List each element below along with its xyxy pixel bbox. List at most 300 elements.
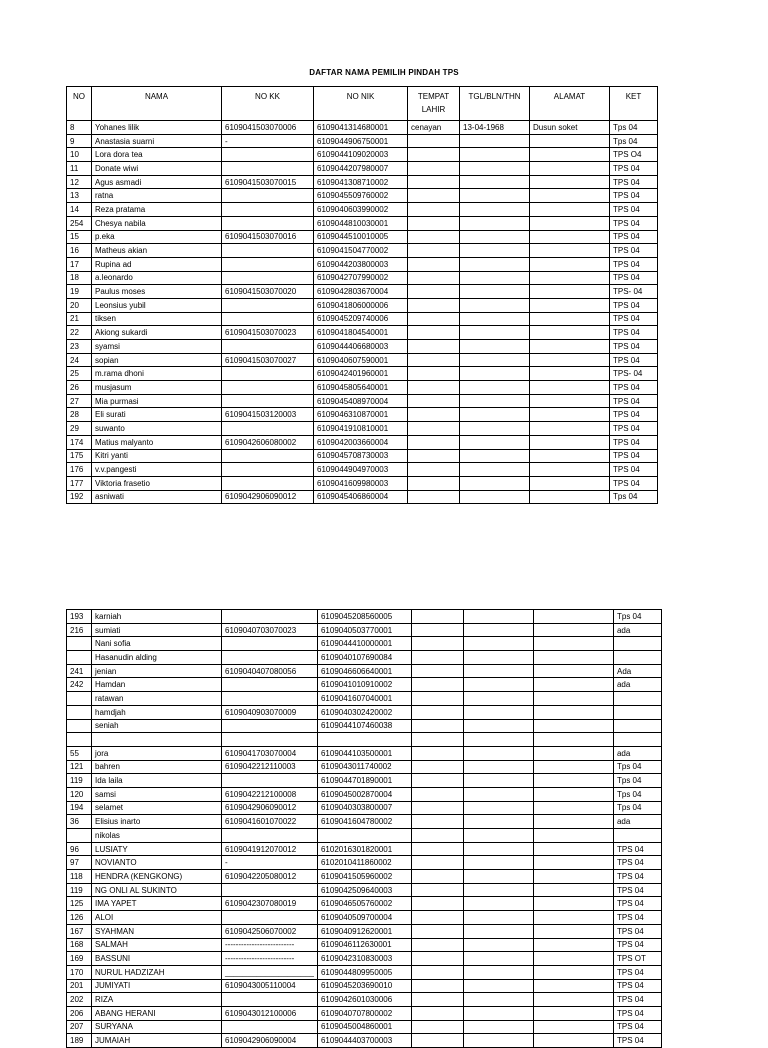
cell-no-kk <box>222 883 318 897</box>
table-row <box>67 340 658 354</box>
cell-alamat <box>530 353 610 367</box>
cell-alamat <box>533 965 613 979</box>
cell-no: 167 <box>67 924 92 938</box>
cell-no-nik: 6109041505960002 <box>317 870 411 884</box>
cell-ket: TPS 04 <box>613 938 661 952</box>
cell-tempat-lahir <box>411 993 463 1007</box>
cell-ket: TPS 04 <box>610 476 658 490</box>
cell-no: 12 <box>67 175 92 189</box>
cell-no-nik: 6109044809950005 <box>317 965 411 979</box>
cell-nama: Yohanes lilik <box>92 121 222 135</box>
cell-no: 216 <box>67 623 92 637</box>
cell-tempat-lahir <box>411 664 463 678</box>
cell-no-nik: 6109044406680003 <box>314 340 408 354</box>
cell-no-kk: 6109040903070009 <box>222 705 318 719</box>
table-row <box>67 760 662 774</box>
cell-alamat <box>530 449 610 463</box>
cell-no-kk: 6109040703070023 <box>222 623 318 637</box>
cell-no-nik: 6109045208560005 <box>317 610 411 624</box>
cell-no-nik: 6109045209740006 <box>314 312 408 326</box>
cell-tempat-lahir <box>408 244 460 258</box>
table-row <box>67 815 662 829</box>
cell-no-nik: 6109041910810001 <box>314 422 408 436</box>
cell-tempat-lahir <box>408 394 460 408</box>
cell-nama: HENDRA (KENGKONG) <box>92 870 222 884</box>
cell-tgl <box>460 394 530 408</box>
cell-alamat <box>533 842 613 856</box>
cell-no-kk: 6109041601070022 <box>222 815 318 829</box>
cell-tgl <box>460 490 530 504</box>
cell-tempat-lahir <box>408 312 460 326</box>
table-row <box>67 883 662 897</box>
cell-alamat <box>533 829 613 843</box>
cell-no: 121 <box>67 760 92 774</box>
cell-no-kk: 6109041503120003 <box>222 408 314 422</box>
cell-nama: Kitri yanti <box>92 449 222 463</box>
cell-no-kk: 6109041503070016 <box>222 230 314 244</box>
cell-tempat-lahir <box>411 746 463 760</box>
cell-no: 11 <box>67 162 92 176</box>
cell-nama: Mia purmasi <box>92 394 222 408</box>
table-row <box>67 979 662 993</box>
cell-tgl <box>463 952 533 966</box>
cell-tempat-lahir <box>411 1034 463 1048</box>
cell-alamat <box>530 476 610 490</box>
cell-ket: TPS 04 <box>613 911 661 925</box>
cell-no: 175 <box>67 449 92 463</box>
cell-no-kk <box>222 651 318 665</box>
cell-tgl <box>460 203 530 217</box>
table-row <box>67 678 662 692</box>
cell-tgl <box>463 829 533 843</box>
cell-no: 29 <box>67 422 92 436</box>
table-row <box>67 394 658 408</box>
cell-ket: ada <box>613 678 661 692</box>
cell-no-kk <box>222 733 318 747</box>
table-row <box>67 664 662 678</box>
table-row <box>67 938 662 952</box>
cell-no: 13 <box>67 189 92 203</box>
table-row <box>67 367 658 381</box>
cell-alamat <box>530 340 610 354</box>
cell-tempat-lahir <box>411 911 463 925</box>
cell-no: 24 <box>67 353 92 367</box>
cell-no: 20 <box>67 298 92 312</box>
cell-tempat-lahir <box>411 760 463 774</box>
cell-tgl <box>463 651 533 665</box>
voter-table-2 <box>66 609 662 1048</box>
cell-no: 26 <box>67 381 92 395</box>
cell-tempat-lahir <box>411 1006 463 1020</box>
table-row <box>67 271 658 285</box>
cell-nama: ABANG HERANI <box>92 1006 222 1020</box>
table-row <box>67 692 662 706</box>
cell-no-kk: 6109042906090004 <box>222 1034 318 1048</box>
cell-alamat <box>533 1020 613 1034</box>
cell-no-kk: 6109042906090012 <box>222 801 318 815</box>
cell-ket: TPS 04 <box>610 257 658 271</box>
cell-no-kk <box>222 678 318 692</box>
cell-no-nik: 6109040509700004 <box>317 911 411 925</box>
cell-nama: p.eka <box>92 230 222 244</box>
cell-tgl <box>463 870 533 884</box>
cell-nama: suwanto <box>92 422 222 436</box>
cell-no-kk <box>222 463 314 477</box>
cell-tempat-lahir <box>411 897 463 911</box>
cell-no: 10 <box>67 148 92 162</box>
cell-no: 202 <box>67 993 92 1007</box>
cell-ket: TPS 04 <box>610 340 658 354</box>
cell-no: 193 <box>67 610 92 624</box>
cell-nama: nikolas <box>92 829 222 843</box>
table-row <box>67 787 662 801</box>
header-alamat: ALAMAT <box>530 87 610 121</box>
cell-tempat-lahir <box>411 651 463 665</box>
cell-no-kk <box>222 162 314 176</box>
cell-ket: TPS 04 <box>613 870 661 884</box>
cell-ket: TPS 04 <box>613 1020 661 1034</box>
cell-tempat-lahir <box>408 449 460 463</box>
cell-alamat <box>530 367 610 381</box>
cell-no: 241 <box>67 664 92 678</box>
cell-alamat <box>533 952 613 966</box>
cell-nama: RIZA <box>92 993 222 1007</box>
table-row <box>67 637 662 651</box>
cell-no <box>67 651 92 665</box>
cell-ket: TPS 04 <box>610 449 658 463</box>
cell-nama: a.leonardo <box>92 271 222 285</box>
cell-alamat <box>530 463 610 477</box>
cell-no-kk <box>222 340 314 354</box>
cell-no-kk <box>222 148 314 162</box>
cell-no: 170 <box>67 965 92 979</box>
cell-tempat-lahir <box>408 463 460 477</box>
cell-alamat <box>530 408 610 422</box>
cell-no-nik: 6109045004860001 <box>317 1020 411 1034</box>
cell-no-nik: 6109042601030006 <box>317 993 411 1007</box>
cell-tgl <box>460 367 530 381</box>
cell-no-nik: 6109044701890001 <box>317 774 411 788</box>
cell-tempat-lahir <box>408 422 460 436</box>
cell-no-nik: 6109040707800002 <box>317 1006 411 1020</box>
table-row <box>67 623 662 637</box>
cell-no: 118 <box>67 870 92 884</box>
cell-nama: LUSIATY <box>92 842 222 856</box>
cell-ket: TPS 04 <box>610 435 658 449</box>
cell-tempat-lahir <box>411 705 463 719</box>
cell-tgl <box>460 271 530 285</box>
cell-no-nik: 6109041604780002 <box>317 815 411 829</box>
cell-tempat-lahir <box>411 719 463 733</box>
cell-ket: Tps 04 <box>610 490 658 504</box>
cell-alamat <box>533 1006 613 1020</box>
cell-no: 242 <box>67 678 92 692</box>
cell-ket: TPS 04 <box>613 979 661 993</box>
cell-tempat-lahir <box>408 381 460 395</box>
cell-alamat <box>530 326 610 340</box>
cell-ket: TPS 04 <box>613 993 661 1007</box>
table-row <box>67 476 658 490</box>
cell-no-nik: 6109044810030001 <box>314 216 408 230</box>
table-row <box>67 1006 662 1020</box>
cell-ket: TPS 04 <box>610 175 658 189</box>
cell-no-nik: 6109040912620001 <box>317 924 411 938</box>
table-row <box>67 870 662 884</box>
cell-no-nik: 6109044109020003 <box>314 148 408 162</box>
cell-no: 19 <box>67 285 92 299</box>
cell-nama: Donate wiwi <box>92 162 222 176</box>
cell-tgl <box>460 230 530 244</box>
cell-ket: TPS- 04 <box>610 285 658 299</box>
cell-tempat-lahir <box>411 623 463 637</box>
cell-tgl <box>460 162 530 176</box>
cell-no-kk <box>222 244 314 258</box>
cell-tgl <box>463 637 533 651</box>
cell-no <box>67 692 92 706</box>
cell-nama: Matheus akian <box>92 244 222 258</box>
table-row <box>67 162 658 176</box>
cell-ket: TPS 04 <box>613 965 661 979</box>
cell-no-nik: 6102010411860002 <box>317 856 411 870</box>
cell-nama: Ida laila <box>92 774 222 788</box>
cell-no-nik: 6109045805640001 <box>314 381 408 395</box>
table-row <box>67 298 658 312</box>
cell-ket: Tps 04 <box>610 134 658 148</box>
cell-tgl <box>463 842 533 856</box>
cell-tempat-lahir <box>411 829 463 843</box>
cell-no-nik <box>317 829 411 843</box>
table-row <box>67 610 662 624</box>
cell-no-kk <box>222 829 318 843</box>
cell-alamat <box>530 203 610 217</box>
cell-nama: asniwati <box>92 490 222 504</box>
cell-ket: TPS O4 <box>610 148 658 162</box>
cell-no-kk <box>222 476 314 490</box>
cell-no-nik: 6109040607590001 <box>314 353 408 367</box>
cell-ket: TPS 04 <box>610 381 658 395</box>
cell-ket: TPS 04 <box>610 353 658 367</box>
header-no-nik: NO NIK <box>314 87 408 121</box>
cell-alamat <box>533 623 613 637</box>
cell-tgl <box>460 463 530 477</box>
cell-no <box>67 705 92 719</box>
table-row <box>67 203 658 217</box>
cell-no <box>67 733 92 747</box>
cell-tempat-lahir <box>411 965 463 979</box>
cell-no: 15 <box>67 230 92 244</box>
cell-tempat-lahir <box>411 1020 463 1034</box>
cell-alamat <box>533 787 613 801</box>
cell-alamat <box>533 610 613 624</box>
cell-nama: selamet <box>92 801 222 815</box>
cell-no-kk <box>222 422 314 436</box>
cell-no-nik: 6109046112630001 <box>317 938 411 952</box>
cell-ket: TPS 04 <box>610 394 658 408</box>
cell-no-kk: 6109043012100006 <box>222 1006 318 1020</box>
table-row <box>67 705 662 719</box>
cell-no-kk: 6109042606080002 <box>222 435 314 449</box>
cell-nama: SYAHMAN <box>92 924 222 938</box>
cell-no: 8 <box>67 121 92 135</box>
cell-no-nik: 6109040302420002 <box>317 705 411 719</box>
cell-alamat <box>533 774 613 788</box>
cell-no-nik: 6109044510010005 <box>314 230 408 244</box>
cell-alamat <box>530 257 610 271</box>
cell-no-nik: 6109041609980003 <box>314 476 408 490</box>
cell-alamat <box>533 856 613 870</box>
cell-alamat <box>533 911 613 925</box>
cell-tempat-lahir <box>411 678 463 692</box>
cell-nama: m.rama dhoni <box>92 367 222 381</box>
cell-nama <box>92 733 222 747</box>
cell-no-kk <box>222 719 318 733</box>
cell-no <box>67 719 92 733</box>
cell-no-nik: 6109042509640003 <box>317 883 411 897</box>
cell-no-nik: 6109045408970004 <box>314 394 408 408</box>
cell-no-kk: 6109041503070006 <box>222 121 314 135</box>
cell-tgl <box>460 134 530 148</box>
cell-no-kk <box>222 610 318 624</box>
cell-tgl <box>463 678 533 692</box>
cell-no <box>67 829 92 843</box>
cell-ket: Tps 04 <box>613 610 661 624</box>
cell-tempat-lahir <box>411 924 463 938</box>
cell-ket: TPS- 04 <box>610 367 658 381</box>
cell-no-kk: 6109041503070027 <box>222 353 314 367</box>
cell-tempat-lahir: cenayan <box>408 121 460 135</box>
cell-tgl <box>463 883 533 897</box>
cell-no: 17 <box>67 257 92 271</box>
cell-nama: musjasum <box>92 381 222 395</box>
cell-ket: Ada <box>613 664 661 678</box>
cell-ket: Tps 04 <box>613 774 661 788</box>
cell-ket: TPS 04 <box>613 897 661 911</box>
cell-no-nik: 6109045406860004 <box>314 490 408 504</box>
cell-no-nik: 6109041504770002 <box>314 244 408 258</box>
cell-no-kk <box>222 993 318 1007</box>
cell-alamat <box>533 746 613 760</box>
table-row <box>67 230 658 244</box>
cell-tgl <box>460 408 530 422</box>
cell-ket: TPS 04 <box>610 244 658 258</box>
cell-alamat <box>533 924 613 938</box>
cell-alamat <box>533 883 613 897</box>
cell-ket: TPS 04 <box>613 883 661 897</box>
table-row <box>67 993 662 1007</box>
cell-no-nik: 6109040603990002 <box>314 203 408 217</box>
cell-no-nik: 6109040107690084 <box>317 651 411 665</box>
cell-nama: Elisius inarto <box>92 815 222 829</box>
cell-no-kk: 6109041503070020 <box>222 285 314 299</box>
cell-no: 16 <box>67 244 92 258</box>
cell-no: 177 <box>67 476 92 490</box>
cell-tgl <box>460 175 530 189</box>
header-no: NO <box>67 87 92 121</box>
cell-no-kk: -------------------------- <box>222 938 318 952</box>
cell-no-nik: 6109042707990002 <box>314 271 408 285</box>
cell-alamat <box>530 490 610 504</box>
cell-no-kk: 6109041912070012 <box>222 842 318 856</box>
cell-nama: jora <box>92 746 222 760</box>
cell-no-kk <box>222 257 314 271</box>
table-row <box>67 422 658 436</box>
cell-no-nik: 6109041804540001 <box>314 326 408 340</box>
cell-ket: TPS 04 <box>610 408 658 422</box>
cell-alamat <box>533 719 613 733</box>
cell-no-nik: 6109042003660004 <box>314 435 408 449</box>
cell-ket: TPS 04 <box>610 312 658 326</box>
cell-no-kk <box>222 911 318 925</box>
cell-tgl <box>463 1034 533 1048</box>
cell-nama: Paulus moses <box>92 285 222 299</box>
table-header-row <box>67 87 658 121</box>
cell-alamat <box>533 705 613 719</box>
cell-no: 96 <box>67 842 92 856</box>
table-row <box>67 1034 662 1048</box>
cell-alamat <box>530 134 610 148</box>
cell-no: 23 <box>67 340 92 354</box>
cell-no: 28 <box>67 408 92 422</box>
cell-tempat-lahir <box>408 162 460 176</box>
cell-tempat-lahir <box>411 883 463 897</box>
cell-no-kk <box>222 449 314 463</box>
table-row <box>67 408 658 422</box>
cell-ket: TPS 04 <box>610 298 658 312</box>
cell-no: 9 <box>67 134 92 148</box>
cell-no-kk <box>222 394 314 408</box>
table-row <box>67 829 662 843</box>
cell-tgl <box>463 1020 533 1034</box>
cell-tgl <box>460 476 530 490</box>
table-row <box>67 175 658 189</box>
cell-tgl <box>463 911 533 925</box>
cell-tempat-lahir <box>411 815 463 829</box>
cell-no-nik: 6109043011740002 <box>317 760 411 774</box>
cell-no: 174 <box>67 435 92 449</box>
cell-alamat <box>533 938 613 952</box>
cell-no-kk: - <box>222 856 318 870</box>
cell-nama: Matius malyanto <box>92 435 222 449</box>
cell-no-nik: 6109046505760002 <box>317 897 411 911</box>
cell-tempat-lahir <box>411 787 463 801</box>
cell-tgl <box>463 733 533 747</box>
cell-tgl <box>460 189 530 203</box>
header-no-kk: NO KK <box>222 87 314 121</box>
cell-tgl <box>463 965 533 979</box>
cell-no-kk: 6109041503070015 <box>222 175 314 189</box>
table-row <box>67 449 658 463</box>
table-row <box>67 911 662 925</box>
cell-tempat-lahir <box>408 476 460 490</box>
cell-no-nik: 6109046310870001 <box>314 408 408 422</box>
cell-nama: NG ONLI AL SUKINTO <box>92 883 222 897</box>
table-row <box>67 148 658 162</box>
cell-alamat <box>530 148 610 162</box>
cell-tgl <box>463 787 533 801</box>
cell-tempat-lahir <box>408 408 460 422</box>
table-row <box>67 381 658 395</box>
cell-no: 254 <box>67 216 92 230</box>
cell-tgl <box>460 148 530 162</box>
cell-no-kk <box>222 637 318 651</box>
table-row <box>67 326 658 340</box>
cell-nama: SALMAH <box>92 938 222 952</box>
cell-tgl <box>463 760 533 774</box>
cell-tgl <box>463 993 533 1007</box>
cell-ket: Tps 04 <box>613 801 661 815</box>
document-title: DAFTAR NAMA PEMILIH PINDAH TPS <box>309 68 459 77</box>
cell-ket: ada <box>613 746 661 760</box>
